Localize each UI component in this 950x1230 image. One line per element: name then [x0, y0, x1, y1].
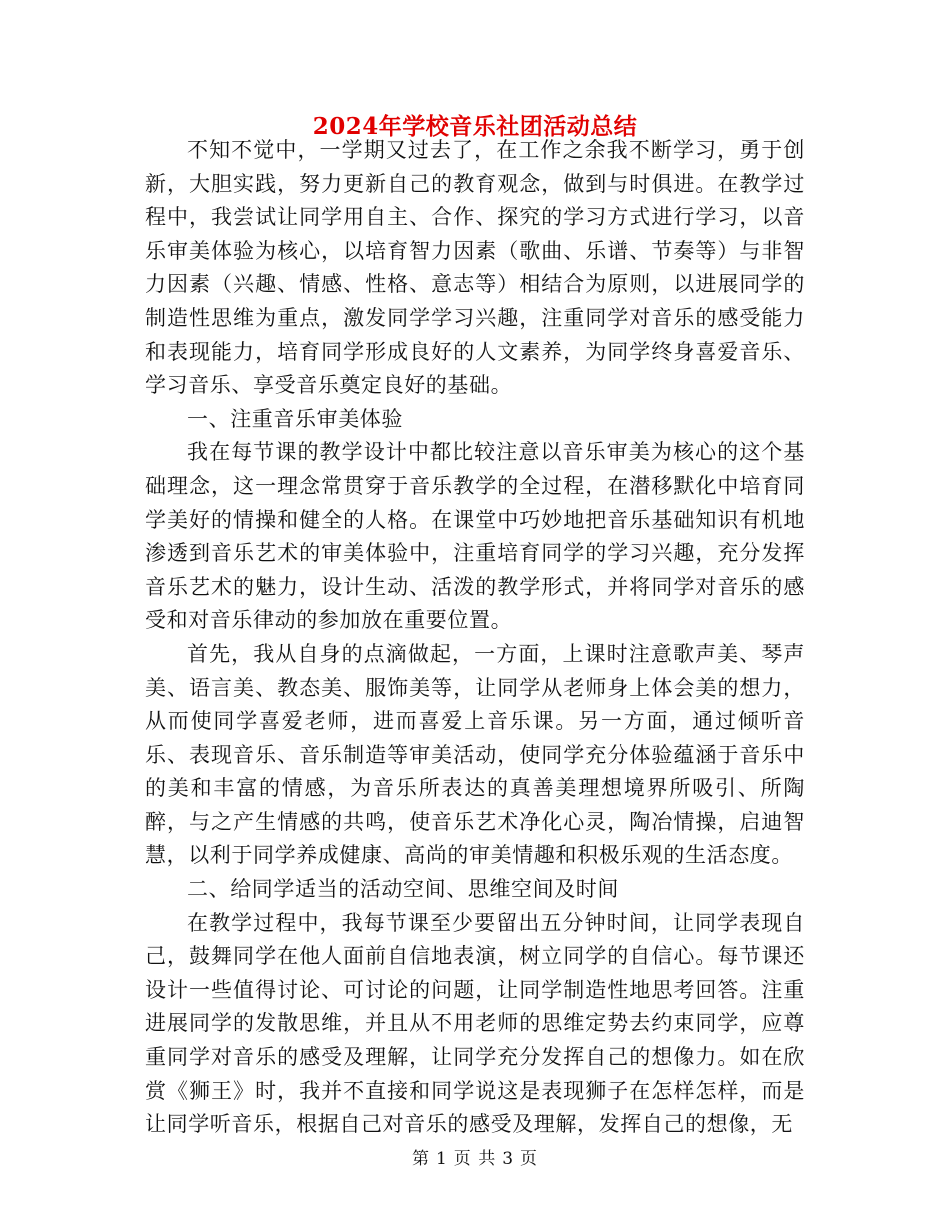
footer-suffix: 页	[520, 1149, 539, 1169]
footer-prefix: 第	[411, 1149, 430, 1169]
footer-total-pages: 3	[502, 1149, 515, 1169]
paragraph-section1-a: 我在每节课的教学设计中都比较注意以音乐审美为核心的这个基础理念，这一理念常贯穿于音乐教学的全过程，在潜移默化中培育同学美好的情操和健全的人格。在课堂中巧妙地把音乐基础知识有机地渗透到音乐艺术的审美体验中，注重培育同学的学习兴趣，充分发挥音乐艺术的魅力，设计生动、活泼的教学形式，并将同学对音乐的感受和对音乐律动的参加放在重要位置。	[145, 440, 805, 633]
footer-middle: 页 共	[453, 1149, 497, 1169]
paragraph-section2-a: 在教学过程中，我每节课至少要留出五分钟时间，让同学表现自己，鼓舞同学在他人面前自信地表演，树立同学的自信心。每节课还设计一些值得讨论、可讨论的问题，让同学制造性地思考回答。注重进展同学的发散思维，并且从不用老师的思维定势去约束同学，应尊重同学对音乐的感受及理解，让同学充分发挥自己的想像力。如在欣赏《狮王》时，我并不直接和同学说这是表现狮子在怎样怎样，而是让同学听音乐，根据自己对音乐的感受及理解，发挥自己的想像，无	[145, 910, 805, 1137]
document-title: 2024年学校音乐社团活动总结	[312, 113, 638, 140]
paragraph-intro: 不知不觉中，一学期又过去了，在工作之余我不断学习，勇于创新，大胆实践，努力更新自己的教育观念，做到与时俱进。在教学过程中，我尝试让同学用自主、合作、探究的学习方式进行学习，以音乐审美体验为核心，以培育智力因素（歌曲、乐谱、节奏等）与非智力因素（兴趣、情感、性格、意志等）相结合为原则，以进展同学的制造性思维为重点，激发同学学习兴趣，注重同学对音乐的感受能力和表现能力，培育同学形成良好的人文素养，为同学终身喜爱音乐、学习音乐、享受音乐奠定良好的基础。	[145, 138, 805, 398]
section-heading-1: 一、注重音乐审美体验	[187, 406, 403, 431]
section-heading-2: 二、给同学适当的活动空间、思维空间及时间	[187, 877, 619, 902]
paragraph-section1-b: 首先，我从自身的点滴做起，一方面，上课时注意歌声美、琴声美、语言美、教态美、服饰美等，让同学从老师身上体会美的想力，从而使同学喜爱老师，进而喜爱上音乐课。另一方面，通过倾听音乐、表现音乐、音乐制造等审美活动，使同学充分体验蕴涵于音乐中的美和丰富的情感，为音乐所表达的真善美理想境界所吸引、所陶醉，与之产生情感的共鸣，使音乐艺术净化心灵，陶冶情操，启迪智慧，以利于同学养成健康、高尚的审美情趣和积极乐观的生活态度。	[145, 641, 805, 868]
page-footer	[0, 1148, 950, 1170]
document-body	[145, 134, 805, 1142]
footer-page-number: 1	[435, 1149, 448, 1169]
